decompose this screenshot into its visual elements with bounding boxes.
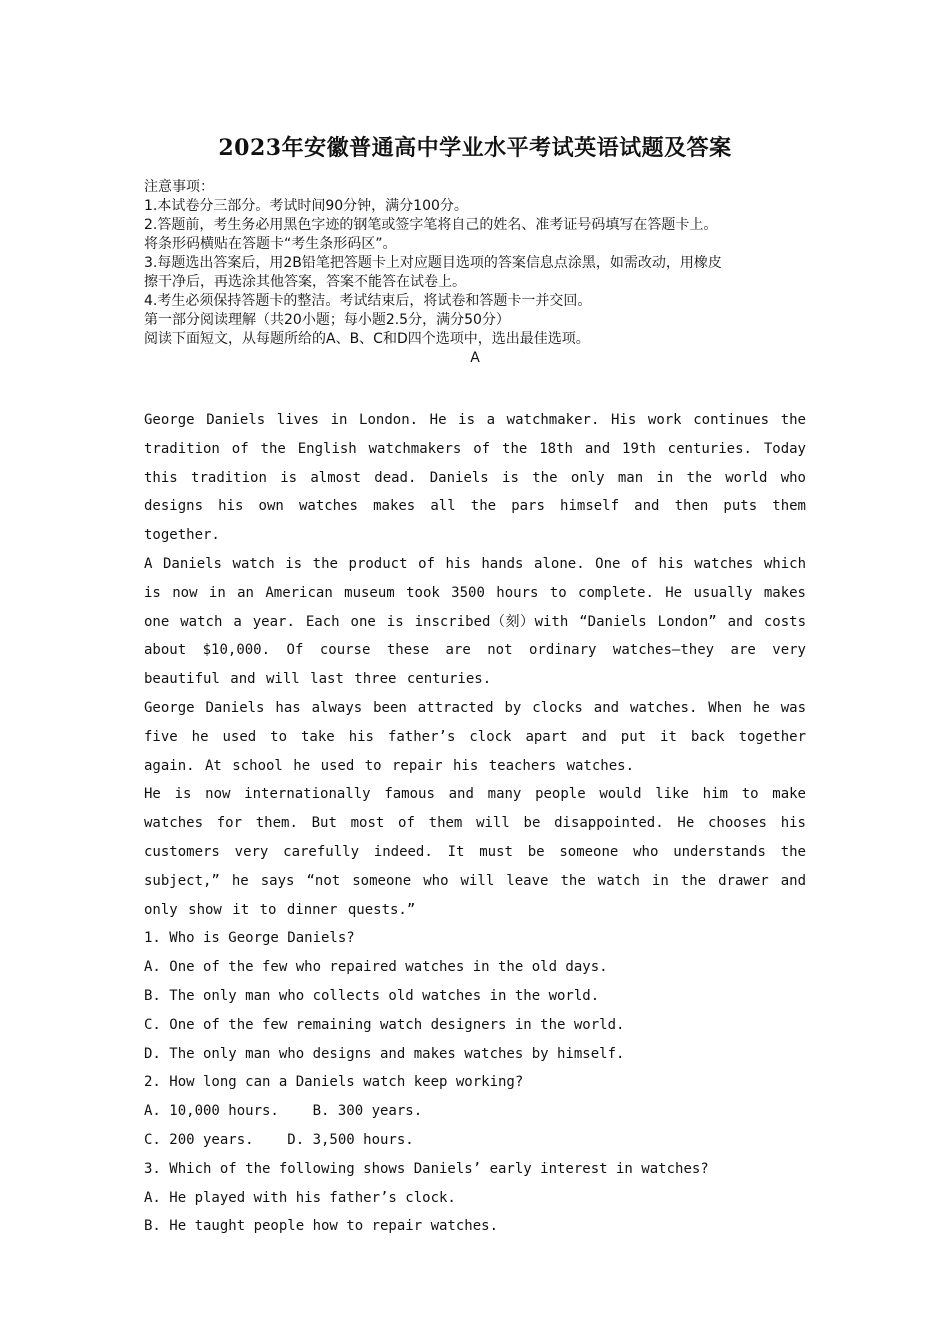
question-3: 3. Which of the following shows Daniels’ early interest in watches? [144,1160,709,1177]
option-3b: B. He taught people how to repair watches. [144,1218,499,1235]
document-title: 2023年安徽普通高中学业水平考试英语试题及答案 [218,135,732,161]
instruction-line: 将条形码横贴在答题卡“考生条形码区”。 [144,236,397,252]
instruction-line: 1.本试卷分三部分。考试时间90分钟，满分100分。 [144,198,468,214]
passage-letter: A [470,350,480,366]
passage-paragraph: George Daniels has always been attracted by clocks and watches. When he was five he used to take his father’s clock apart and put it back together again. At school he used to repair his teachers watches. [144,699,806,774]
passage-paragraph: George Daniels lives in London. He is a watchmaker. His work continues the tradition of the English watchmakers of the 18th and 19th centuries. Today this tradition is almost dead. Daniels is the only man in the world who designs his own watches makes all the pars himself and then puts them together. [144,412,806,544]
option-1b: B. The only man who collects old watches in the world. [144,987,600,1004]
instructions-heading: 注意事项： [144,179,214,195]
option-3a: A. He played with his father’s clock. [144,1189,456,1206]
option-1d: D. The only man who designs and makes watches by himself. [144,1045,625,1062]
instruction-line: 3.每题选出答案后，用2B铅笔把答题卡上对应题目选项的答案信息点涂黑，如需改动，用橡皮 [144,255,722,271]
passage-paragraph: He is now internationally famous and many people would like him to make watches for them. But most of them will be disappointed. He chooses his customers very carefully indeed. It must be someone who understands the subject,” he says “not someone who will leave the watch in the drawer and only show it to dinner quests.” [144,786,806,918]
section-directions: 阅读下面短文，从每题所给的A、B、C和D四个选项中，选出最佳选项。 [144,331,590,347]
question-1: 1. Who is George Daniels? [144,930,355,947]
instruction-line: 擦干净后，再选涂其他答案，答案不能答在试卷上。 [144,274,466,290]
option-1a: A. One of the few who repaired watches in the old days. [144,959,608,976]
question-2: 2. How long can a Daniels watch keep working? [144,1074,524,1091]
instruction-line: 4.考生必须保持答题卡的整洁。考试结束后，将试卷和答题卡一并交回。 [144,293,592,309]
section-heading: 第一部分阅读理解（共20小题；每小题2.5分，满分50分） [144,312,510,328]
passage-paragraph: A Daniels watch is the product of his hands alone. One of his watches which is now in an American museum took 3500 hours to complete. He usually makes one watch a year. Each one is inscribed（刻）with “Daniels London” and costs about $10,000. Of course these are not ordinary watches—they are very beautiful and will last three centuries. [144,555,806,688]
options-2cd: C. 200 years. D. 3,500 hours. [144,1131,414,1148]
option-1c: C. One of the few remaining watch designers in the world. [144,1016,625,1033]
instructions [144,178,806,368]
reading-passage [144,406,806,1241]
instruction-line: 2.答题前，考生务必用黑色字迹的钢笔或签字笔将自己的姓名、准考证号码填写在答题卡上。 [144,217,718,233]
options-2ab: A. 10,000 hours. B. 300 years. [144,1103,423,1120]
